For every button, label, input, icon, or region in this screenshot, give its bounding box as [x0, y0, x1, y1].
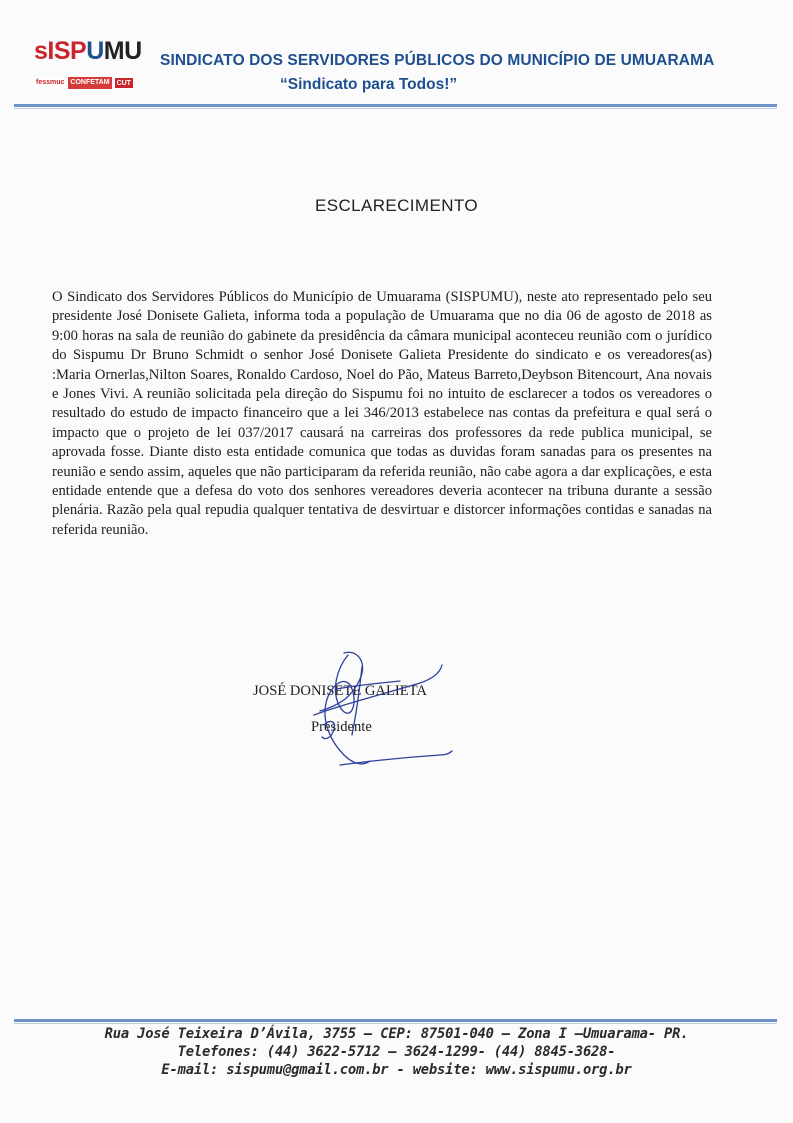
cut-badge: CUT [114, 77, 134, 89]
confetam-badge: CONFETAM [68, 77, 111, 89]
footer-address: Rua José Teixeira D’Ávila, 3755 – CEP: 87501-040 – Zona I –Umuarama- PR. [104, 1026, 689, 1042]
organization-slogan: “Sindicato para Todos!” [280, 76, 458, 93]
logo-wordmark: sISPUMU [34, 37, 142, 65]
header-divider-thin [14, 108, 777, 109]
organization-name: SINDICATO DOS SERVIDORES PÚBLICOS DO MUNICÍPIO DE UMUARAMA [160, 52, 715, 69]
handwritten-signature [300, 645, 460, 775]
header-divider [14, 104, 777, 107]
footer-phones: Telefones: (44) 3622-5712 – 3624-1299- (44) 8845-3628- [177, 1044, 616, 1060]
affiliation-badges [34, 77, 134, 89]
fessmuc-badge: fessmuc [34, 77, 66, 89]
footer-divider-thin [14, 1023, 777, 1024]
document-title: ESCLARECIMENTO [314, 196, 479, 215]
footer-divider [14, 1019, 777, 1022]
footer-contact: E-mail: sispumu@gmail.com.br - website: www.sispumu.org.br [161, 1062, 632, 1078]
signatory-name: JOSÉ DONISETE GALIETA [253, 683, 427, 699]
sispumu-logo [34, 36, 150, 96]
document-body: O Sindicato dos Servidores Públicos do Município de Umuarama (SISPUMU), neste ato representado pelo seu presidente José Donisete Galieta, informa toda a população de Umuarama que no dia 06 de agosto de 2018 as 9:00 horas na sala de reunião do gabinete da presidência da câmara municipal aconteceu reunião com o jurídico do Sispumu Dr Bruno Schmidt o senhor José Donisete Galieta Presidente do sindicato e os vereadores(as) :Maria Ornerlas,Nilton Soares, Ronaldo Cardoso, Noel do Pão, Mateus Barreto,Deybson Bitencourt, Ana novais e Jones Vivi. A reunião solicitada pela direção do Sispumu foi no intuito de esclarecer a todos os vereadores o resultado do estudo de impacto financeiro que a lei 346/2013 estabelece nas contas da prefeitura e qual será o impacto que o projeto de lei 037/2017 causará na carreiras dos professores da rede publica municipal, se aprovada fosse. Diante disto esta entidade comunica que todas as duvidas foram sanadas para os presentes na reunião e sendo assim, aqueles que não participaram da referida reunião, não cabe agora a dar explicações, e esta entidade entende que a defesa do voto dos senhores vereadores deveria acontecer na tribuna durante a sessão plenária. Razão pela qual repudia qualquer tentativa de desvirtuar e distorcer informações contidas e sanadas na referida reunião. [52, 289, 712, 538]
signatory-role: Presidente [311, 719, 372, 735]
